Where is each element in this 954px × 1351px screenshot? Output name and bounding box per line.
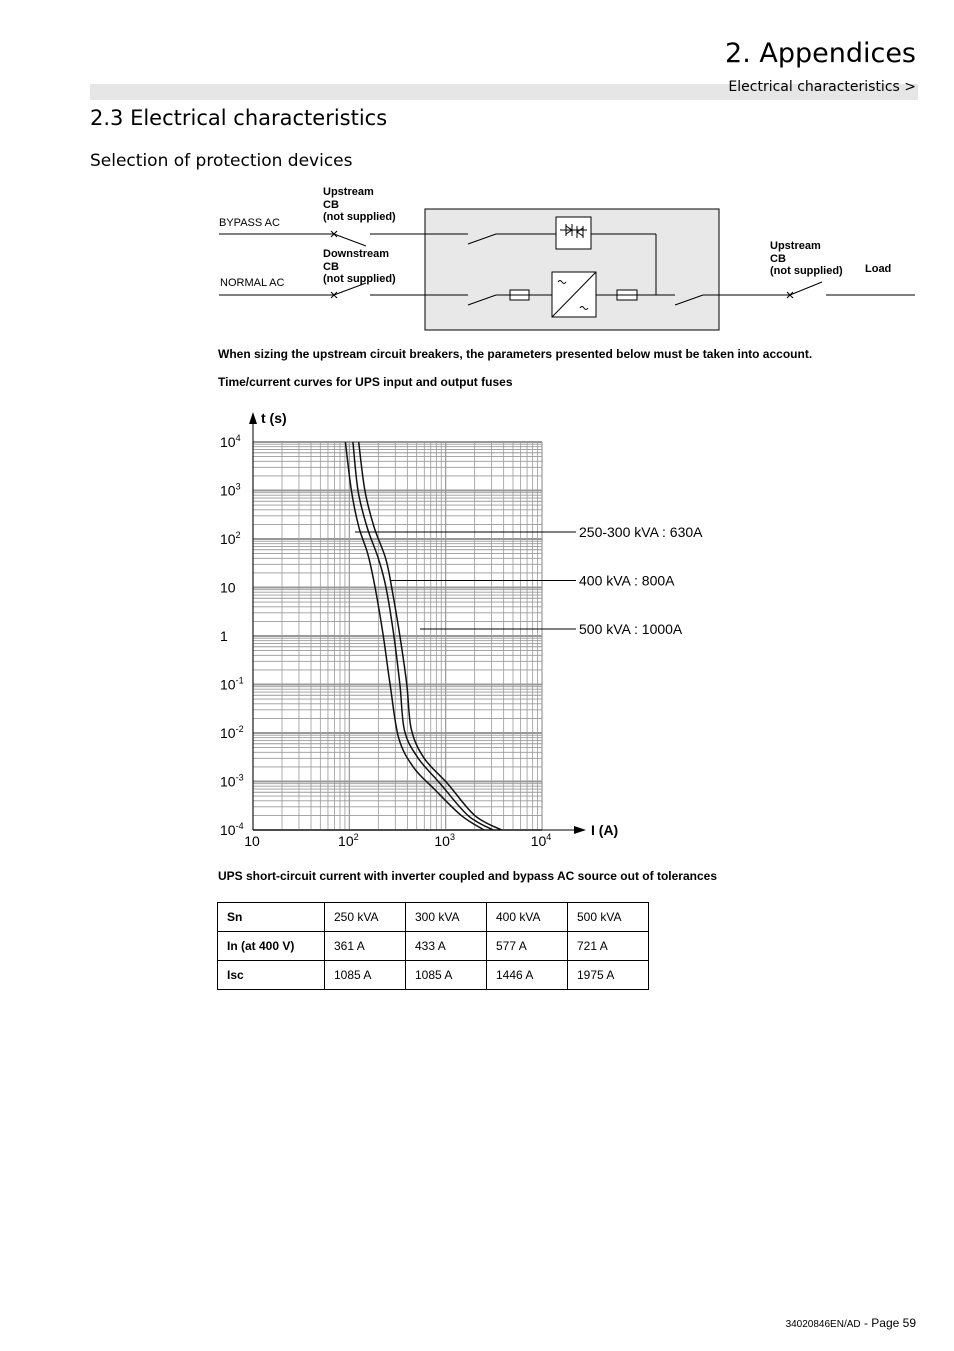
x-axis-label: I (A) bbox=[591, 822, 619, 838]
bypass-ac-label: BYPASS AC bbox=[219, 217, 280, 229]
table-cell: 400 kVA bbox=[487, 903, 568, 932]
y-tick-label: $10^{-4}$ bbox=[220, 821, 244, 838]
output-upstream-cb-label-2: CB bbox=[770, 253, 786, 265]
table-cell: In (at 400 V) bbox=[218, 932, 325, 961]
chart-grid bbox=[253, 442, 542, 830]
upstream-cb-label-3: (not supplied) bbox=[323, 211, 396, 223]
table-cell: Isc bbox=[218, 961, 325, 990]
page-number: - Page 59 bbox=[860, 1316, 916, 1330]
breadcrumb[interactable]: Electrical characteristics > bbox=[728, 79, 916, 95]
table-row bbox=[218, 961, 649, 990]
sizing-note: When sizing the upstream circuit breakers, the parameters presented below must be taken into account. bbox=[218, 347, 813, 361]
output-upstream-cb-label-3: (not supplied) bbox=[770, 265, 843, 277]
shortcircuit-table bbox=[217, 902, 649, 990]
downstream-cb-label-3: (not supplied) bbox=[323, 273, 396, 285]
curves-caption: Time/current curves for UPS input and output fuses bbox=[218, 375, 513, 389]
table-cell: 300 kVA bbox=[406, 903, 487, 932]
table-row bbox=[218, 932, 649, 961]
fuse-time-current-chart bbox=[200, 400, 740, 860]
table-cell: Sn bbox=[218, 903, 325, 932]
y-tick-label: $10^{-3}$ bbox=[220, 772, 244, 790]
y-tick-label: $10^4$ bbox=[220, 433, 241, 450]
output-upstream-cb-label-1: Upstream bbox=[770, 240, 821, 252]
y-tick-label: $10^2$ bbox=[220, 530, 241, 547]
protection-wiring-diagram bbox=[0, 180, 954, 340]
table-cell: 1085 A bbox=[325, 961, 406, 990]
table-cell: 500 kVA bbox=[568, 903, 649, 932]
section-title: 2.3 Electrical characteristics bbox=[90, 106, 388, 130]
x-tick-label: $10^4$ bbox=[530, 832, 552, 849]
downstream-cb-label-2: CB bbox=[323, 261, 339, 273]
series-label: 400 kVA : 800A bbox=[579, 572, 675, 589]
chapter-title: 2. Appendices bbox=[725, 38, 916, 69]
table-cell: 1446 A bbox=[487, 961, 568, 990]
subsection-title: Selection of protection devices bbox=[90, 151, 353, 171]
page-footer bbox=[786, 1314, 916, 1332]
table-row bbox=[218, 903, 649, 932]
chart-axes bbox=[249, 410, 618, 838]
y-tick-label: $10^{-1}$ bbox=[220, 675, 244, 693]
table-cell: 1975 A bbox=[568, 961, 649, 990]
upstream-cb-label-1: Upstream bbox=[323, 186, 374, 198]
x-tick-label: $10^2$ bbox=[338, 832, 359, 849]
table-cell: 577 A bbox=[487, 932, 568, 961]
table-cell: 361 A bbox=[325, 932, 406, 961]
series-label: 500 kVA : 1000A bbox=[579, 621, 683, 637]
shortcircuit-caption: UPS short-circuit current with inverter coupled and bypass AC source out of tolerances bbox=[218, 869, 717, 883]
y-tick-label: 1 bbox=[220, 628, 228, 644]
y-axis-arrow bbox=[249, 412, 257, 424]
downstream-cb-label-1: Downstream bbox=[323, 248, 390, 260]
x-tick-label: 10 bbox=[244, 833, 260, 849]
series-label: 250-300 kVA : 630A bbox=[579, 524, 703, 540]
static-switch-box bbox=[556, 217, 591, 249]
table-cell: 721 A bbox=[568, 932, 649, 961]
y-tick-label: $10^{-2}$ bbox=[220, 724, 244, 741]
normal-ac-label: NORMAL AC bbox=[220, 277, 285, 289]
upstream-cb-label-2: CB bbox=[323, 199, 339, 211]
load-label: Load bbox=[865, 263, 892, 275]
x-tick-label: $10^3$ bbox=[434, 832, 455, 849]
x-axis-arrow bbox=[574, 826, 586, 834]
doc-code: 34020846EN/AD bbox=[785, 1319, 861, 1330]
table-cell: 1085 A bbox=[406, 961, 487, 990]
y-axis-label: t (s) bbox=[261, 410, 287, 426]
table-cell: 250 kVA bbox=[325, 903, 406, 932]
table-cell: 433 A bbox=[406, 932, 487, 961]
y-tick-label: $10^3$ bbox=[220, 481, 241, 499]
y-tick-label: 10 bbox=[220, 579, 236, 596]
